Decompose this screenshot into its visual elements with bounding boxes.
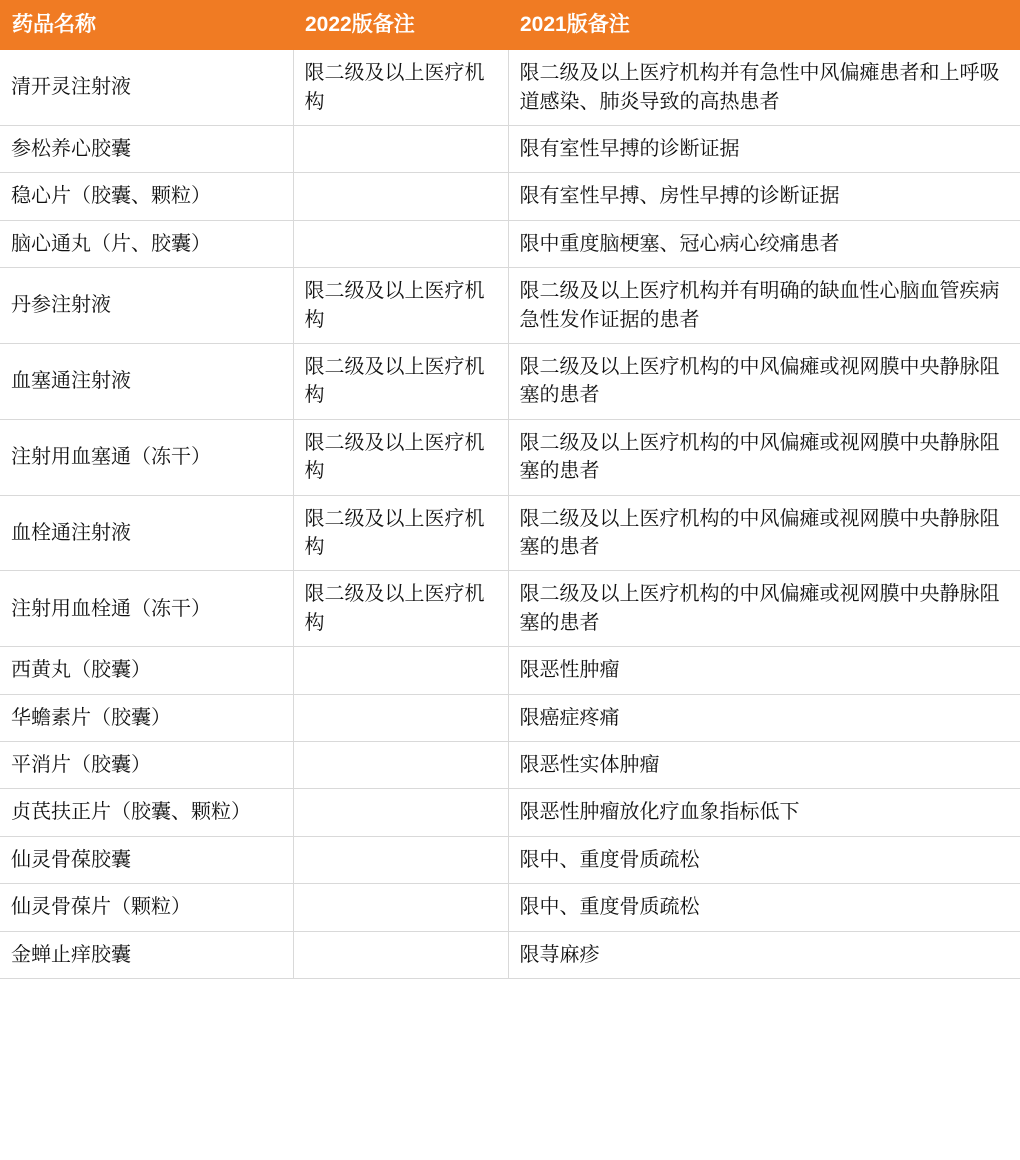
table-row: [0, 50, 1020, 125]
table-row: [0, 836, 1020, 883]
cell-note-2022: [293, 884, 508, 931]
table-row: [0, 884, 1020, 931]
cell-note-2022: [293, 789, 508, 836]
cell-drug-name: 注射用血塞通（冻干）: [0, 419, 293, 495]
cell-note-2022: [293, 741, 508, 788]
cell-note-2022: [293, 931, 508, 978]
cell-note-2022: 限二级及以上医疗机构: [293, 419, 508, 495]
cell-drug-name: 丹参注射液: [0, 268, 293, 344]
cell-drug-name: 清开灵注射液: [0, 50, 293, 125]
cell-note-2021: 限荨麻疹: [508, 931, 1020, 978]
table-row: [0, 268, 1020, 344]
column-header-note-2022: 2022版备注: [293, 0, 508, 50]
table-row: [0, 741, 1020, 788]
cell-note-2022: [293, 220, 508, 267]
cell-note-2021: 限恶性肿瘤放化疗血象指标低下: [508, 789, 1020, 836]
cell-note-2021: 限中、重度骨质疏松: [508, 836, 1020, 883]
cell-drug-name: 平消片（胶囊）: [0, 741, 293, 788]
cell-drug-name: 华蟾素片（胶囊）: [0, 694, 293, 741]
cell-note-2022: [293, 836, 508, 883]
cell-note-2021: 限恶性肿瘤: [508, 647, 1020, 694]
cell-note-2022: 限二级及以上医疗机构: [293, 495, 508, 571]
cell-drug-name: 金蝉止痒胶囊: [0, 931, 293, 978]
cell-drug-name: 注射用血栓通（冻干）: [0, 571, 293, 647]
table-body: [0, 50, 1020, 978]
cell-drug-name: 稳心片（胶囊、颗粒）: [0, 173, 293, 220]
cell-drug-name: 西黄丸（胶囊）: [0, 647, 293, 694]
cell-note-2021: 限癌症疼痛: [508, 694, 1020, 741]
table-header-row: [0, 0, 1020, 50]
table-row: [0, 647, 1020, 694]
cell-drug-name: 贞芪扶正片（胶囊、颗粒）: [0, 789, 293, 836]
table-row: [0, 344, 1020, 420]
cell-drug-name: 仙灵骨葆片（颗粒）: [0, 884, 293, 931]
cell-note-2021: 限二级及以上医疗机构的中风偏瘫或视网膜中央静脉阻塞的患者: [508, 571, 1020, 647]
table-row: [0, 571, 1020, 647]
cell-note-2021: 限二级及以上医疗机构的中风偏瘫或视网膜中央静脉阻塞的患者: [508, 344, 1020, 420]
cell-note-2021: 限二级及以上医疗机构并有急性中风偏瘫患者和上呼吸道感染、肺炎导致的高热患者: [508, 50, 1020, 125]
cell-note-2021: 限二级及以上医疗机构的中风偏瘫或视网膜中央静脉阻塞的患者: [508, 419, 1020, 495]
cell-note-2022: 限二级及以上医疗机构: [293, 268, 508, 344]
cell-note-2021: 限中重度脑梗塞、冠心病心绞痛患者: [508, 220, 1020, 267]
cell-note-2022: [293, 173, 508, 220]
cell-note-2021: 限有室性早搏、房性早搏的诊断证据: [508, 173, 1020, 220]
cell-note-2022: [293, 694, 508, 741]
table-row: [0, 419, 1020, 495]
cell-note-2021: 限恶性实体肿瘤: [508, 741, 1020, 788]
column-header-drug-name: 药品名称: [0, 0, 293, 50]
table-row: [0, 495, 1020, 571]
cell-note-2022: [293, 126, 508, 173]
cell-note-2022: 限二级及以上医疗机构: [293, 344, 508, 420]
cell-note-2022: [293, 647, 508, 694]
table-row: [0, 789, 1020, 836]
cell-note-2022: 限二级及以上医疗机构: [293, 571, 508, 647]
table-header: [0, 0, 1020, 50]
cell-note-2021: 限二级及以上医疗机构的中风偏瘫或视网膜中央静脉阻塞的患者: [508, 495, 1020, 571]
table-row: [0, 220, 1020, 267]
cell-drug-name: 脑心通丸（片、胶囊）: [0, 220, 293, 267]
table-row: [0, 173, 1020, 220]
cell-note-2021: 限二级及以上医疗机构并有明确的缺血性心脑血管疾病急性发作证据的患者: [508, 268, 1020, 344]
column-header-note-2021: 2021版备注: [508, 0, 1020, 50]
cell-note-2022: 限二级及以上医疗机构: [293, 50, 508, 125]
cell-drug-name: 血栓通注射液: [0, 495, 293, 571]
cell-note-2021: 限有室性早搏的诊断证据: [508, 126, 1020, 173]
cell-drug-name: 参松养心胶囊: [0, 126, 293, 173]
cell-drug-name: 仙灵骨葆胶囊: [0, 836, 293, 883]
table-row: [0, 931, 1020, 978]
cell-drug-name: 血塞通注射液: [0, 344, 293, 420]
table-row: [0, 126, 1020, 173]
table-row: [0, 694, 1020, 741]
cell-note-2021: 限中、重度骨质疏松: [508, 884, 1020, 931]
